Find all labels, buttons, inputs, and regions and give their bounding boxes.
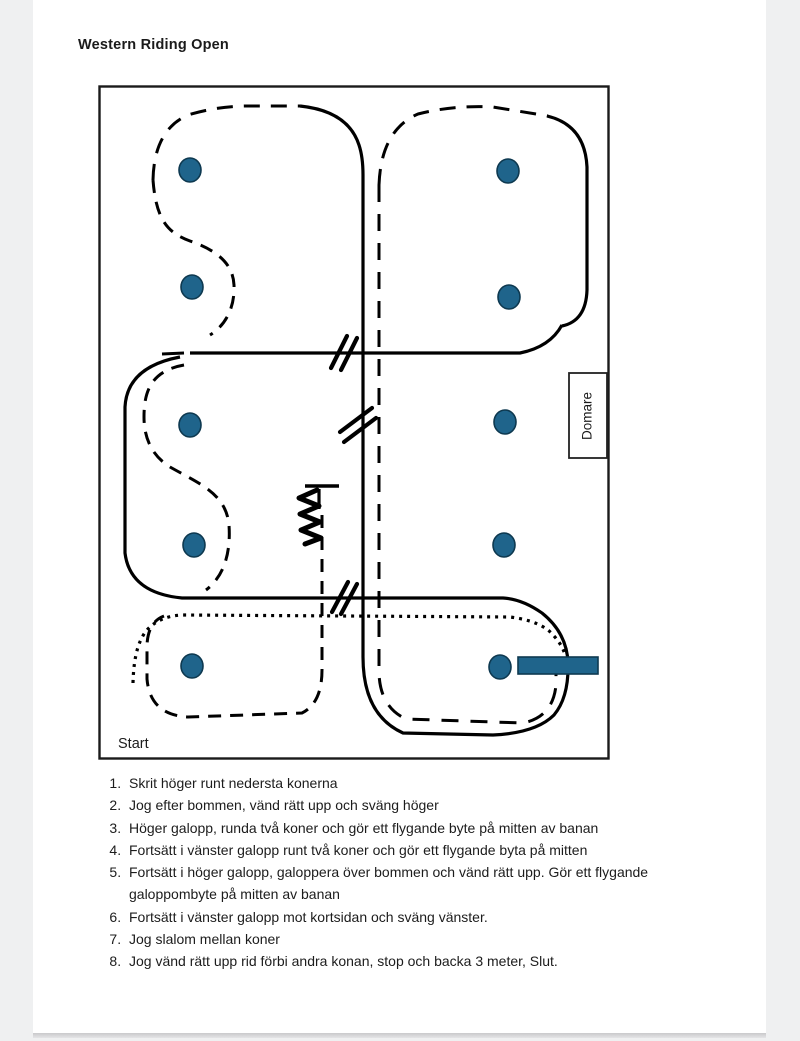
list-item: 2. Jog efter bommen, vänd rätt upp och sväng höger	[125, 794, 703, 816]
cone-marker	[498, 285, 520, 309]
cone-marker	[183, 533, 205, 557]
list-item: 6. Fortsätt i vänster galopp mot kortsidan och sväng vänster.	[125, 906, 703, 928]
lope-right-circle-dashed-path	[379, 107, 548, 185]
cone-marker	[181, 654, 203, 678]
pole-marker	[518, 657, 598, 674]
pattern-instructions-list	[95, 772, 703, 973]
list-item: 7. Jog slalom mellan koner	[125, 928, 703, 950]
list-item: 4. Fortsätt i vänster galopp runt två koner och gör ett flygande byta på mitten	[125, 839, 703, 861]
lope-mid-crossrail-path	[190, 325, 562, 353]
cone-marker	[493, 533, 515, 557]
start-label: Start	[118, 736, 149, 752]
stop-marker	[305, 486, 339, 509]
cone-marker	[179, 413, 201, 437]
lope-right-circle-solid-path	[547, 116, 587, 326]
judge-box	[569, 373, 607, 458]
lope-left-circle-dashed-path	[153, 106, 300, 180]
flying-change-marker-2	[340, 408, 376, 442]
document-page	[33, 0, 766, 1033]
cone-marker	[497, 159, 519, 183]
page-bottom-shadow	[33, 1033, 766, 1038]
crossrail-lead-dash	[162, 353, 184, 354]
riding-pattern-diagram	[98, 85, 610, 761]
list-item: 8. Jog vänd rätt upp rid förbi andra konan, stop och backa 3 meter, Slut.	[125, 950, 703, 972]
cone-marker	[181, 275, 203, 299]
list-item: 1. Skrit höger runt nedersta konerna	[125, 772, 703, 794]
cone-marker	[494, 410, 516, 434]
list-item: 5. Fortsätt i höger galopp, galoppera över bommen och vänd rätt upp. Gör ett flygande galoppombyte på mitten av banan	[125, 861, 703, 906]
cone-marker	[489, 655, 511, 679]
cone-marker	[179, 158, 201, 182]
jog-slalom-upper-path	[153, 180, 234, 335]
judge-label: Domare	[579, 391, 595, 441]
page-title: Western Riding Open	[78, 37, 229, 53]
list-item: 3. Höger galopp, runda två koner och gör ett flygande byte på mitten av banan	[125, 817, 703, 839]
jog-slalom-lower-path	[144, 365, 229, 590]
lope-center-dashed-path	[379, 185, 556, 723]
